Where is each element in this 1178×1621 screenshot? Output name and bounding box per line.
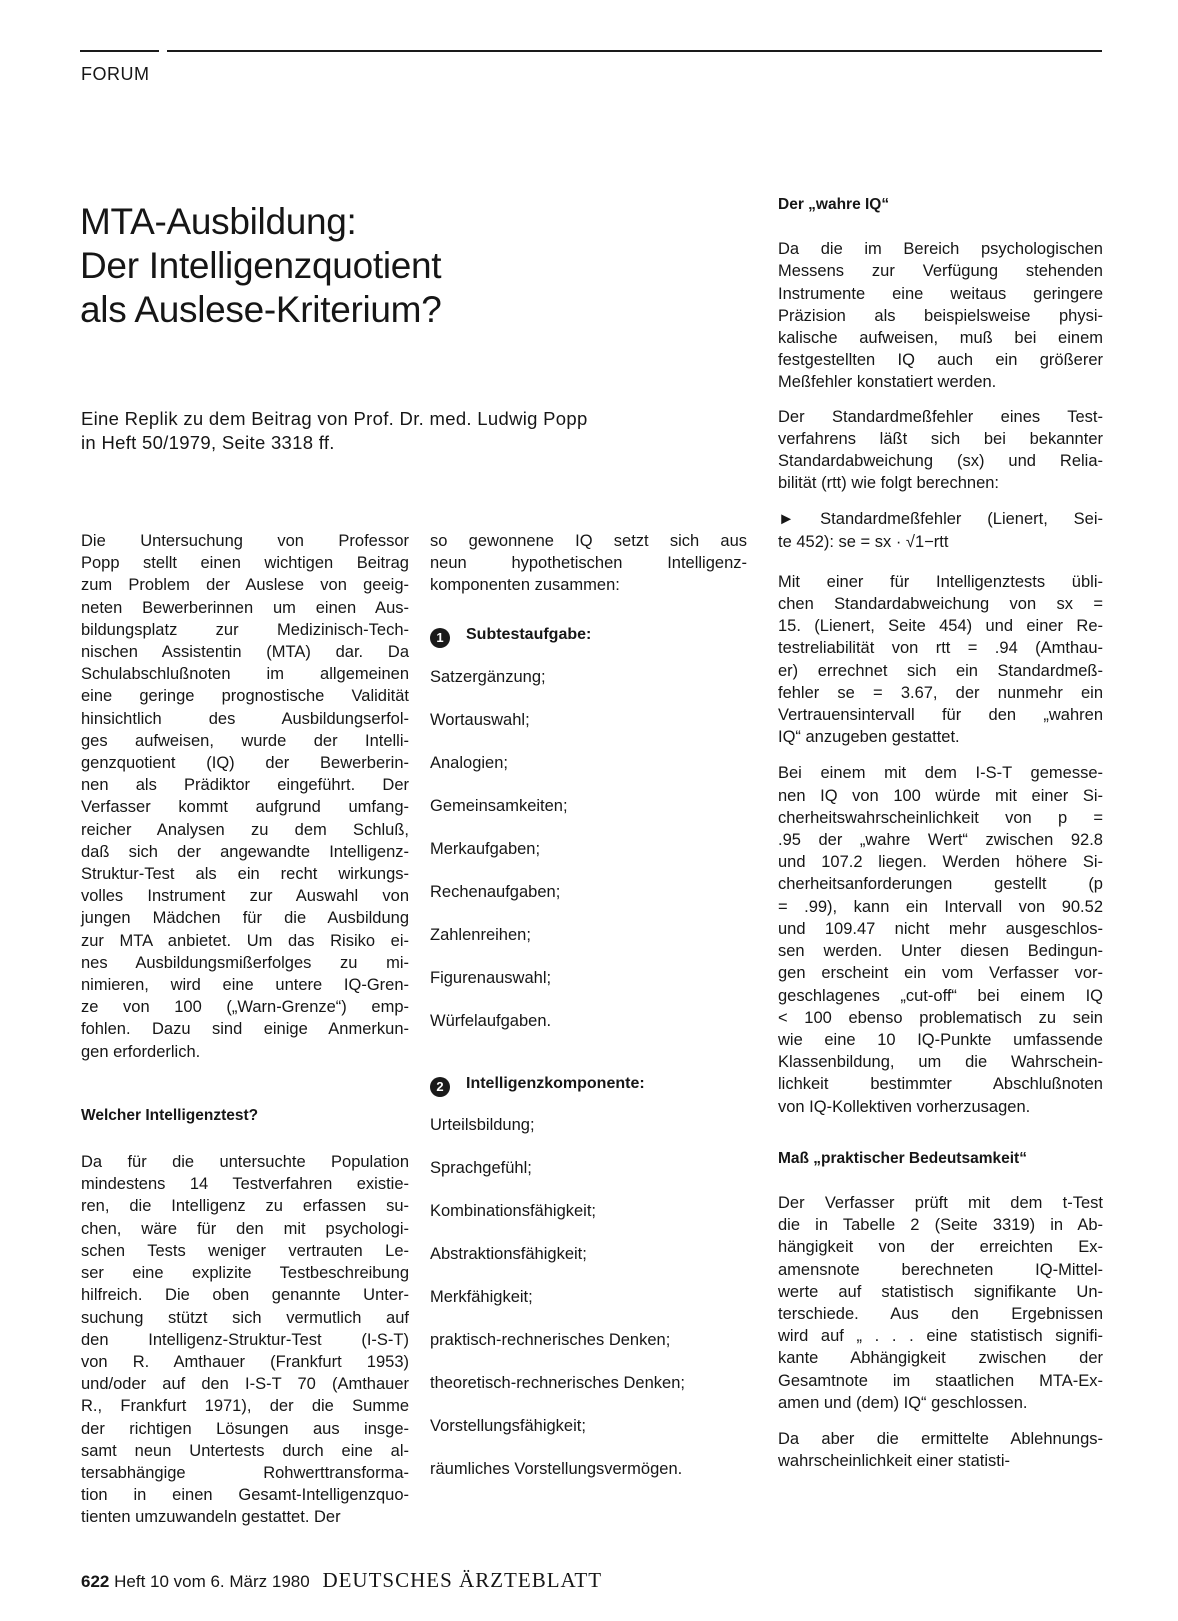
text-line: Meßfehler konstatiert werden. — [778, 373, 997, 392]
text-line: jungen Mädchen für die Ausbildung — [81, 909, 409, 928]
text-line: nen als Prädiktor eingeführt. Der — [81, 776, 409, 795]
text-line: den Intelligenz-Struktur-Test (I-S-T) — [81, 1330, 409, 1349]
text-line: nen IQ von 100 würde mit einer Si- — [778, 786, 1103, 805]
text-line: geschlagenes „cut-off“ bei einem IQ — [778, 986, 1103, 1005]
text-line: fehler se = 3.67, der nunmehr ein — [778, 683, 1103, 702]
list-item: Abstraktionsfähigkeit; — [430, 1245, 587, 1263]
section-heading: Der „wahre IQ“ — [778, 196, 890, 213]
article-title — [80, 200, 442, 332]
text-line: tersabhängige Rohwerttransforma- — [81, 1463, 409, 1482]
list-item: praktisch-rechnerisches Denken; — [430, 1331, 671, 1349]
text-line: festgestellten IQ auch ein größerer — [778, 351, 1103, 370]
text-line: Schulabschlußnoten im allgemeinen — [81, 665, 409, 684]
text-line: zur MTA anbietet. Um das Risiko ei- — [81, 931, 409, 950]
text-line: te 452): se = sx · √1−rtt — [778, 532, 949, 551]
paragraph — [778, 238, 1103, 393]
paragraph — [430, 530, 747, 597]
list-item: Merkfähigkeit; — [430, 1288, 533, 1306]
text-line: die in Tabelle 2 (Seite 3319) in Ab- — [778, 1216, 1103, 1235]
text-line: amensnote berechneten IQ-Mittel- — [778, 1260, 1103, 1279]
list-item: Kombinationsfähigkeit; — [430, 1202, 597, 1220]
text-line: schen Tests weniger vertrauten Le- — [81, 1241, 409, 1260]
text-line: = .99), kann ein Intervall von 90.52 — [778, 897, 1103, 916]
text-line: mindestens 14 Testverfahren existie- — [81, 1175, 409, 1194]
text-line: genzquotient (IQ) der Bewerberin- — [81, 754, 409, 773]
text-line: ren, die Intelligenz zu erfassen su- — [81, 1197, 409, 1216]
text-line: Gesamtnote im staatlichen MTA-Ex- — [778, 1371, 1103, 1390]
list-item: räumliches Vorstellungsvermögen. — [430, 1460, 683, 1478]
text-line: hinsichtlich des Ausbildungserfol- — [81, 709, 409, 728]
text-line: Der Standardmeßfehler eines Test- — [778, 407, 1103, 426]
text-line: cherheitswahrscheinlichkeit von p = — [778, 808, 1103, 827]
text-line: R., Frankfurt 1971), der die Summe — [81, 1397, 409, 1416]
text-line: ges aufweisen, wurde der Intelli- — [81, 731, 409, 750]
text-line: wahrscheinlichkeit einer statisti- — [778, 1452, 1011, 1471]
text-line: verfahrens läßt sich bei bekannter — [778, 429, 1103, 448]
list-item: Vorstellungsfähigkeit; — [430, 1417, 586, 1435]
list-item: Satzergänzung; — [430, 668, 546, 686]
text-line: Bei einem mit dem I-S-T gemesse- — [778, 764, 1103, 783]
text-line: hängigkeit von der erreichten Ex- — [778, 1238, 1103, 1257]
list-item: Sprachgefühl; — [430, 1159, 532, 1177]
text-line: Präzision als beispielsweise physi- — [778, 306, 1103, 325]
text-line: und 107.2 liegen. Werden höhere Si- — [778, 853, 1103, 872]
number-2-icon: 2 — [430, 1077, 450, 1097]
text-line: kante Abhängigkeit zwischen der — [778, 1349, 1103, 1368]
list-item: Wortauswahl; — [430, 711, 530, 729]
list-item: Gemeinsamkeiten; — [430, 797, 568, 815]
text-line: volles Instrument zur Auswahl von — [81, 887, 409, 906]
left-column — [81, 530, 409, 1529]
text-line: nischen Assistentin (MTA) dar. Da — [81, 643, 409, 662]
text-line: Die Untersuchung von Professor — [81, 532, 409, 550]
text-line: Messens zur Verfügung stehenden — [778, 262, 1103, 281]
page-footer — [81, 1568, 602, 1593]
text-line: lichkeit bestimmter Abschlußnoten — [778, 1075, 1103, 1094]
article-subtitle — [81, 407, 721, 455]
text-line: bilität (rtt) wie folgt berechnen: — [778, 474, 1000, 493]
list-item: theoretisch-rechnerisches Denken; — [430, 1374, 685, 1392]
section-heading: Maß „praktischer Bedeutsamkeit“ — [778, 1149, 1027, 1167]
text-line: ► Standardmeßfehler (Lienert, Sei- — [778, 510, 1103, 529]
section-heading: Welcher Intelligenztest? — [81, 1106, 259, 1124]
subtitle-line: Eine Replik zu dem Beitrag von Prof. Dr. med. Ludwig Popp — [81, 408, 588, 429]
text-line: neun hypothetischen Intelligenz- — [430, 554, 747, 573]
text-line: gen erforderlich. — [81, 1042, 201, 1061]
paragraph — [778, 571, 1103, 749]
text-line: Da die im Bereich psychologischen — [778, 240, 1103, 259]
right-column — [778, 194, 1103, 1472]
text-line: werte auf statistisch signifikante Un- — [778, 1282, 1103, 1301]
text-line: der richtigen Lösungen aus insge- — [81, 1419, 409, 1438]
text-line: und 109.47 nicht mehr ausgeschlos- — [778, 919, 1103, 938]
list-item: Figurenauswahl; — [430, 969, 552, 987]
list-item: Rechenaufgaben; — [430, 883, 561, 901]
list-heading — [430, 624, 591, 648]
text-line: fohlen. Dazu sind einige Anmerkun- — [81, 1020, 409, 1039]
list-heading — [430, 1073, 645, 1097]
text-line: sen werden. Unter diesen Bedingun- — [778, 942, 1103, 961]
subtitle-line: in Heft 50/1979, Seite 3318 ff. — [81, 432, 335, 453]
text-line: reicher Analysen zu dem Schluß, — [81, 820, 409, 839]
text-line: Da aber die ermittelte Ablehnungs- — [778, 1429, 1103, 1448]
text-line: ze von 100 („Warn-Grenze“) emp- — [81, 998, 409, 1017]
text-line: so gewonnene IQ setzt sich aus — [430, 532, 747, 550]
paragraph — [81, 530, 409, 1063]
text-line: wird auf „ . . . eine statistisch signifi- — [778, 1327, 1103, 1346]
text-line: terschiede. Aus den Ergebnissen — [778, 1304, 1103, 1323]
list-heading-text: Subtestaufgabe: — [466, 626, 592, 643]
paragraph — [778, 406, 1103, 495]
text-line: Verfasser kommt aufgrund umfang- — [81, 798, 409, 817]
text-line: chen, wäre für den mit psychologi- — [81, 1219, 409, 1238]
magazine-name: DEUTSCHES ÄRZTEBLATT — [322, 1568, 603, 1592]
text-line: Mit einer für Intelligenztests übli- — [778, 572, 1103, 591]
text-line: Popp stellt einen wichtigen Beitrag — [81, 554, 409, 573]
list-item: Würfelaufgaben. — [430, 1012, 552, 1030]
title-line: MTA-Ausbildung: — [80, 201, 357, 242]
text-line: tion in einen Gesamt-Intelligenzquo- — [81, 1486, 409, 1505]
section-label: FORUM — [81, 64, 150, 84]
text-line: neten Bewerberinnen um einen Aus- — [81, 598, 409, 617]
paragraph — [81, 1151, 409, 1528]
text-line: cherheitsanforderungen gestellt (p — [778, 875, 1103, 894]
text-line: < 100 ebenso problematisch zu sein — [778, 1008, 1103, 1027]
text-line: daß sich der angewandte Intelligenz- — [81, 842, 409, 861]
paragraph — [778, 762, 1103, 1117]
text-line: chen Standardabweichung von sx = — [778, 595, 1103, 614]
text-line: testreliabilität von rtt = .94 (Amthau- — [778, 639, 1103, 658]
paragraph — [778, 1428, 1103, 1472]
text-line: bildungsplatz zur Medizinisch-Tech- — [81, 620, 409, 639]
list-item: Analogien; — [430, 754, 508, 772]
list-heading-text: Intelligenzkomponente: — [466, 1075, 645, 1092]
text-line: von R. Amthauer (Frankfurt 1953) — [81, 1352, 409, 1371]
text-line: Standardabweichung (sx) und Relia- — [778, 452, 1103, 471]
title-line: Der Intelligenzquotient — [80, 245, 442, 286]
text-line: er) errechnet sich ein Standardmeß- — [778, 661, 1103, 680]
text-line: gen erscheint ein vom Verfasser vor- — [778, 964, 1103, 983]
text-line: eine geringe prognostische Validität — [81, 687, 409, 706]
header-rule — [80, 50, 1102, 52]
text-line: von IQ-Kollektiven vorherzusagen. — [778, 1097, 1031, 1116]
text-line: hilfreich. Die oben genannte Unter- — [81, 1286, 409, 1305]
text-line: Klassenbildung, um die Wahrschein- — [778, 1053, 1103, 1072]
text-line: komponenten zusammen: — [430, 576, 620, 595]
list-item: Zahlenreihen; — [430, 926, 531, 944]
text-line: und/oder auf den I-S-T 70 (Amthauer — [81, 1375, 409, 1394]
text-line: nimieren, wird eine untere IQ-Gren- — [81, 976, 409, 995]
text-line: suchung stützt sich vermutlich auf — [81, 1308, 409, 1327]
text-line: Der Verfasser prüft mit dem t-Test — [778, 1193, 1103, 1212]
text-line: nes Ausbildungsmißerfolges zu mi- — [81, 953, 409, 972]
title-line: als Auslese-Kriterium? — [80, 289, 442, 330]
text-line: zum Problem der Auslese von geeig- — [81, 576, 409, 595]
text-line: IQ“ anzugeben gestattet. — [778, 728, 960, 747]
text-line: Da für die untersuchte Population — [81, 1153, 409, 1172]
text-line: kalische aufweisen, muß bei einem — [778, 329, 1103, 348]
text-line: wie eine 10 IQ-Punkte umfassende — [778, 1030, 1103, 1049]
number-1-icon: 1 — [430, 628, 450, 648]
list-item: Merkaufgaben; — [430, 840, 541, 858]
issue-info: Heft 10 vom 6. März 1980 — [114, 1572, 310, 1591]
text-line: 15. (Lienert, Seite 454) und einer Re- — [778, 617, 1103, 636]
text-line: Vertrauensintervall für den „wahren — [778, 706, 1103, 725]
page-number: 622 — [81, 1572, 110, 1591]
text-line: tienten umzuwandeln gestattet. Der — [81, 1508, 341, 1527]
text-line: samt neun Untertests durch eine al- — [81, 1441, 409, 1460]
header-rule-gap — [159, 49, 167, 53]
middle-column — [430, 530, 747, 1478]
text-line: ser eine explizite Testbeschreibung — [81, 1264, 409, 1283]
text-line: .95 der „wahre Wert“ zwischen 92.8 — [778, 831, 1103, 850]
text-line: Instrumente eine weitaus geringere — [778, 284, 1103, 303]
paragraph — [778, 1192, 1103, 1414]
text-line: Struktur-Test als ein recht wirkungs- — [81, 865, 409, 884]
text-line: amen und (dem) IQ“ geschlossen. — [778, 1393, 1028, 1412]
list-item: Urteilsbildung; — [430, 1116, 535, 1134]
formula — [778, 508, 1103, 552]
